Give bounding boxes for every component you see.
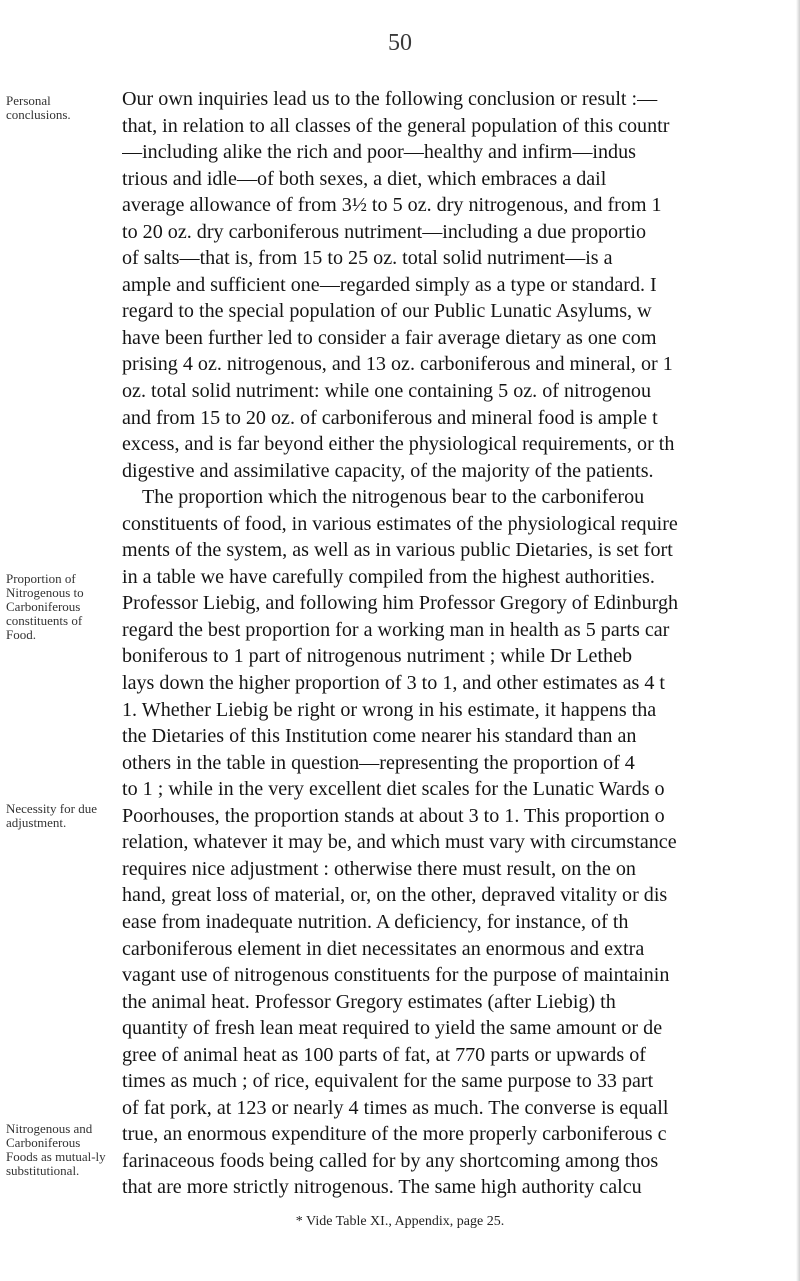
text-line: the animal heat. Professor Gregory estimates (after Liebig) th (122, 990, 616, 1013)
text-line: of fat pork, at 123 or nearly 4 times as much. The converse is equall (122, 1096, 669, 1119)
text-line: farinaceous foods being called for by any shortcoming among thos (122, 1149, 659, 1172)
marginal-note-nitrogenous-foods: Nitrogenous and Carboniferous Foods as mutual-ly substitutional. (6, 1121, 106, 1178)
text-line: Our own inquiries lead us to the following conclusion or result :— (122, 88, 658, 110)
text-line: Professor Liebig, and following him Professor Gregory of Edinburgh (122, 592, 679, 615)
text-line: and from 15 to 20 oz. of carboniferous and mineral food is ample t (122, 406, 658, 429)
text-line: constituents of food, in various estimates of the physiological require (122, 512, 678, 535)
text-line: —including alike the rich and poor—healthy and infirm—indus (122, 141, 636, 164)
text-line: the Dietaries of this Institution come nearer his standard than an (122, 725, 637, 748)
text-line: others in the table in question—representing the proportion of 4 (122, 751, 635, 774)
footnote: * Vide Table XI., Appendix, page 25. (295, 1214, 505, 1229)
text-line: have been further led to consider a fair average dietary as one com (122, 326, 657, 349)
text-line: to 1 ; while in the very excellent diet scales for the Lunatic Wards o (122, 778, 665, 801)
text-line: quantity of fresh lean meat required to yield the same amount or de (122, 1017, 663, 1040)
text-line: trious and idle—of both sexes, a diet, which embraces a dail (122, 167, 607, 190)
page-edge-shadow (796, 0, 800, 1281)
text-line: lays down the higher proportion of 3 to 1, and other estimates as 4 t (122, 672, 665, 695)
text-line: times as much ; of rice, equivalent for the same purpose to 33 part (122, 1070, 654, 1093)
text-line: 1. Whether Liebig be right or wrong in his estimate, it happens tha (122, 698, 657, 721)
text-line: to 20 oz. dry carboniferous nutriment—including a due proportio (122, 220, 646, 243)
text-line: regard the best proportion for a working man in health as 5 parts car (122, 618, 670, 641)
text-line: Poorhouses, the proportion stands at about 3 to 1. This proportion o (122, 804, 665, 827)
text-line: digestive and assimilative capacity, of the majority of the patients. (122, 459, 654, 482)
text-line: gree of animal heat as 100 parts of fat, at 770 parts or upwards of (122, 1043, 646, 1066)
text-line: ease from inadequate nutrition. A deficiency, for instance, of th (122, 910, 629, 933)
body-text (122, 86, 800, 1201)
text-line: excess, and is far beyond either the physiological requirements, or th (122, 433, 675, 456)
text-line: true, an enormous expenditure of the more properly carboniferous c (122, 1123, 667, 1146)
text-line: relation, whatever it may be, and which must vary with circumstance (122, 831, 677, 854)
page-number: 50 (388, 30, 412, 56)
text-line: prising 4 oz. nitrogenous, and 13 oz. carboniferous and mineral, or 1 (122, 353, 673, 376)
text-line: average allowance of from 3½ to 5 oz. dry nitrogenous, and from 1 (122, 194, 662, 217)
marginal-note-personal-conclusions: Personal conclusions. (6, 93, 71, 122)
text-line: regard to the special population of our Public Lunatic Asylums, w (122, 300, 652, 323)
text-line: ample and sufficient one—regarded simply as a type or standard. I (122, 273, 657, 296)
marginal-note-necessity: Necessity for due adjustment. (6, 801, 97, 830)
text-line: of salts—that is, from 15 to 25 oz. total solid nutriment—is a (122, 247, 613, 270)
text-line: boniferous to 1 part of nitrogenous nutriment ; while Dr Letheb (122, 645, 633, 668)
text-line: that, in relation to all classes of the general population of this countr (122, 114, 670, 137)
text-line: in a table we have carefully compiled from the highest authorities. (122, 565, 655, 588)
text-line: vagant use of nitrogenous constituents for the purpose of maintainin (122, 964, 670, 987)
text-line: ments of the system, as well as in various public Dietaries, is set fort (122, 539, 673, 562)
text-line: that are more strictly nitrogenous. The same high authority calcu (122, 1176, 642, 1199)
text-line: oz. total solid nutriment: while one containing 5 oz. of nitrogenou (122, 380, 652, 403)
text-line: The proportion which the nitrogenous bear to the carboniferou (142, 486, 645, 509)
text-line: carboniferous element in diet necessitates an enormous and extra (122, 937, 645, 960)
marginal-note-proportion: Proportion of Nitrogenous to Carboniferous constituents of Food. (6, 571, 84, 642)
text-line: requires nice adjustment : otherwise there must result, on the on (122, 857, 636, 880)
text-line: hand, great loss of material, or, on the other, depraved vitality or dis (122, 884, 668, 907)
